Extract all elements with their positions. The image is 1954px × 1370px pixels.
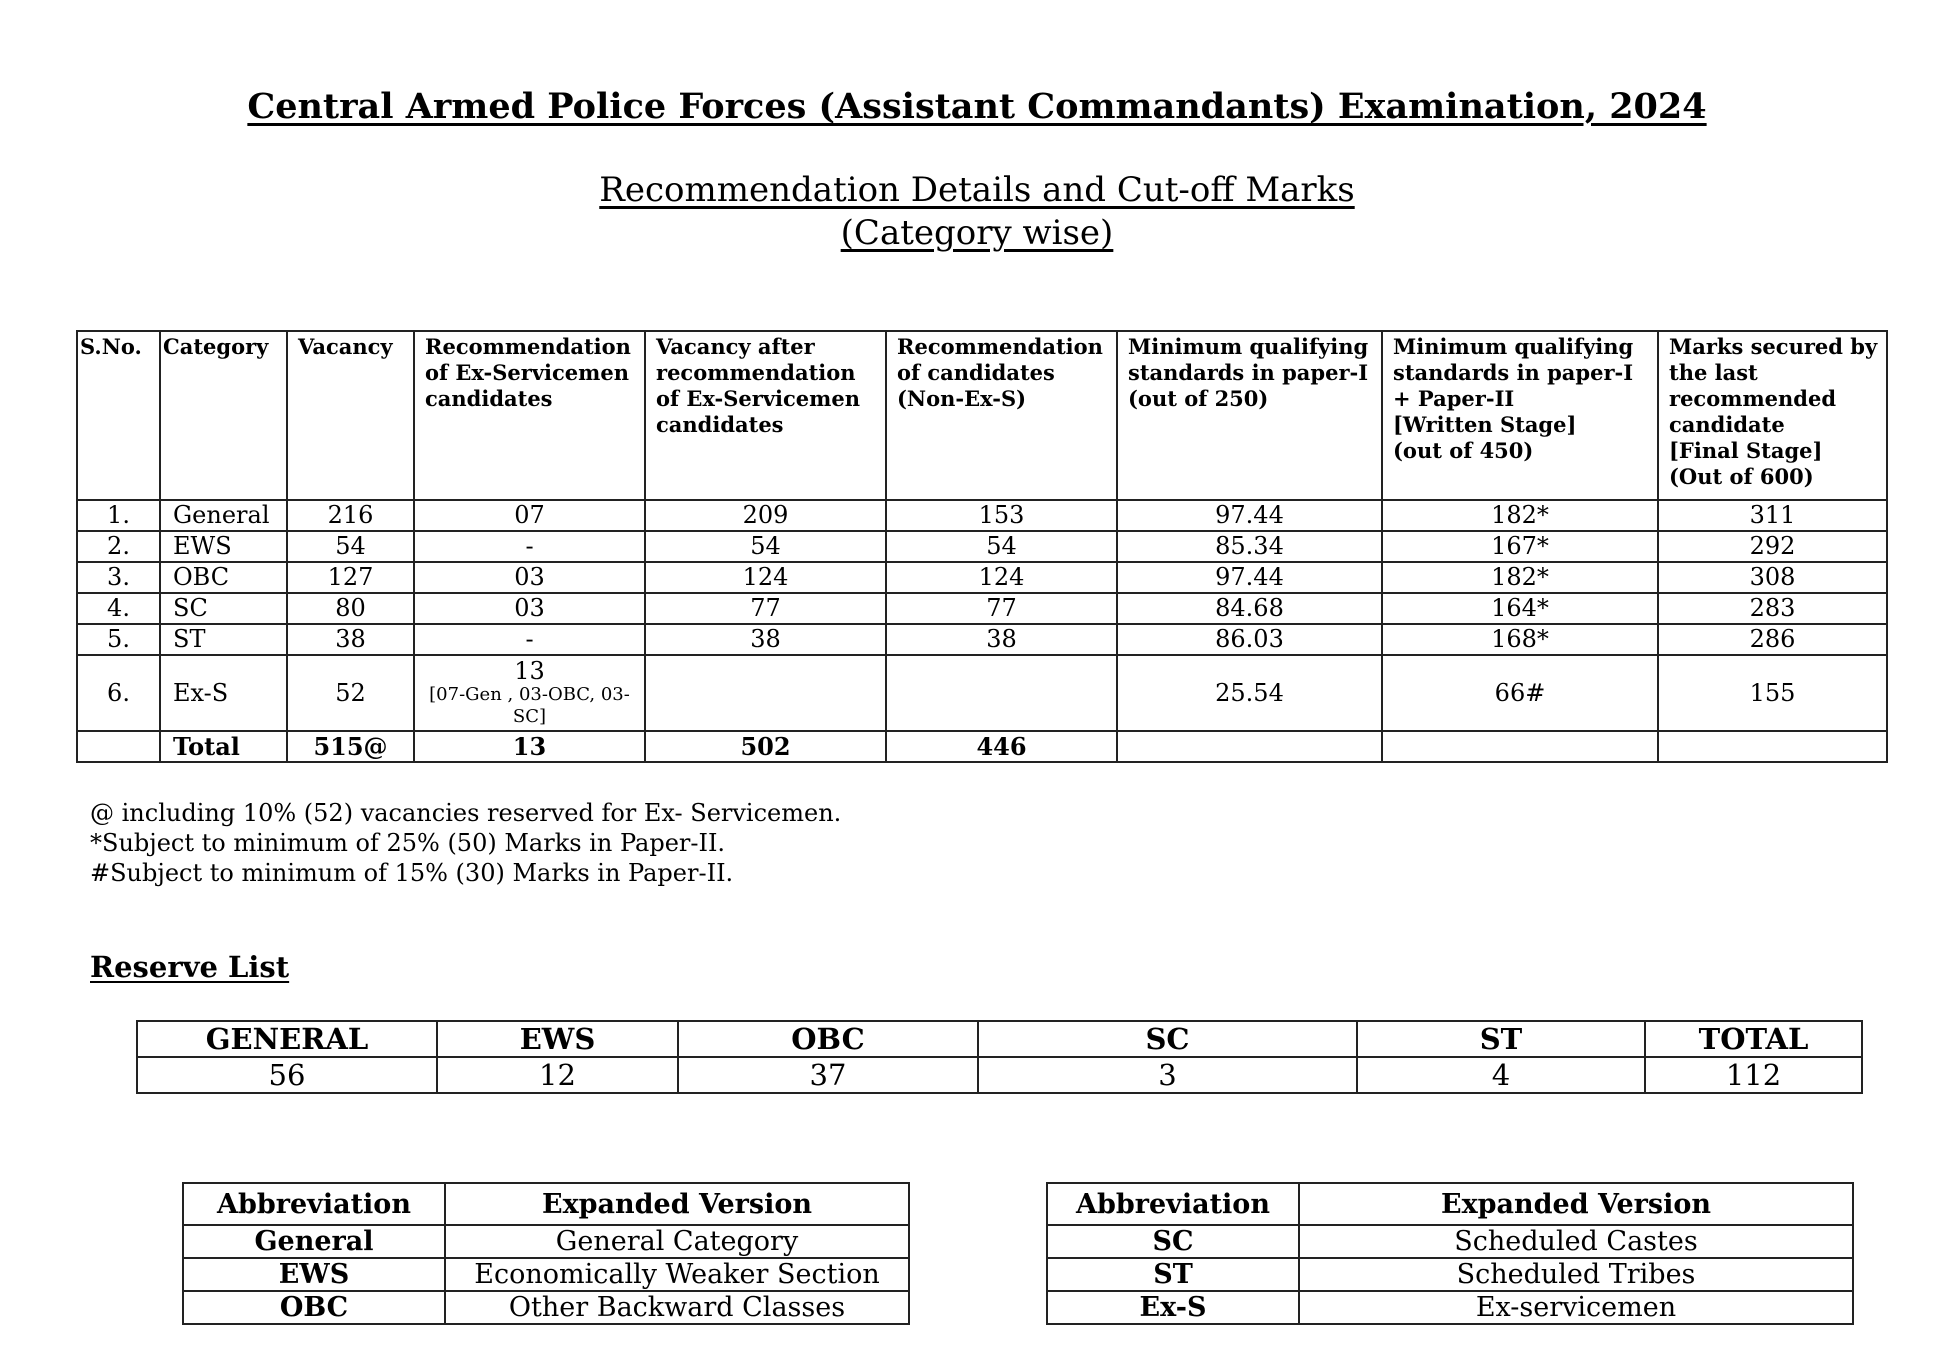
abbr-row [1047, 1225, 1853, 1258]
abbr-code: SC [1047, 1225, 1299, 1258]
cell-final: 286 [1658, 624, 1887, 655]
cell-written: 164* [1382, 593, 1658, 624]
cell-sno [77, 731, 160, 762]
reserve-header-row [137, 1021, 1862, 1057]
cell-category: EWS [160, 531, 287, 562]
cell-non-exs: 77 [886, 593, 1117, 624]
cell-final: 292 [1658, 531, 1887, 562]
abbr-row [1047, 1258, 1853, 1291]
table-total-row [77, 731, 1887, 762]
total-label: Total [160, 731, 287, 762]
total-vacancy-after: 502 [645, 731, 886, 762]
footnote: @ including 10% (52) vacancies reserved for Ex- Servicemen. [90, 799, 842, 827]
footnote: #Subject to minimum of 15% (30) Marks in Paper-II. [90, 859, 734, 887]
cell-category: ST [160, 624, 287, 655]
cell-vacancy-after: 209 [645, 500, 886, 531]
header-category: Category [160, 331, 287, 500]
abbr-code: EWS [183, 1258, 445, 1291]
cell-written: 167* [1382, 531, 1658, 562]
table-row [77, 531, 1887, 562]
reserve-value: 37 [678, 1057, 978, 1093]
header-final-marks: Marks secured by the last recommended candidate [Final Stage] (Out of 600) [1658, 331, 1887, 500]
cell-category: OBC [160, 562, 287, 593]
cell-vacancy: 127 [287, 562, 414, 593]
abbr-expanded: Scheduled Castes [1299, 1225, 1853, 1258]
cell-written: 182* [1382, 562, 1658, 593]
cell-paper1: 97.44 [1117, 500, 1382, 531]
cell-exs [414, 655, 645, 731]
cell-exs: 03 [414, 593, 645, 624]
header-paper1-standard: Minimum qualifying standards in paper-I (out of 250) [1117, 331, 1382, 500]
recommendation-table [76, 330, 1888, 763]
cell-non-exs: 153 [886, 500, 1117, 531]
cell-vacancy: 80 [287, 593, 414, 624]
cell-vacancy: 38 [287, 624, 414, 655]
abbr-expanded: Other Backward Classes [445, 1291, 909, 1324]
abbr-row [1047, 1291, 1853, 1324]
reserve-value: 12 [437, 1057, 678, 1093]
cell-paper1: 25.54 [1117, 655, 1382, 731]
header-sno: S.No. [77, 331, 160, 500]
cell-paper1: 97.44 [1117, 562, 1382, 593]
abbr-code: OBC [183, 1291, 445, 1324]
cell-written: 66# [1382, 655, 1658, 731]
table-row-exs [77, 655, 1887, 731]
abbr-expanded: General Category [445, 1225, 909, 1258]
cell-category: Ex-S [160, 655, 287, 731]
cell-final [1658, 731, 1887, 762]
reserve-header: GENERAL [137, 1021, 437, 1057]
abbr-expanded: Economically Weaker Section [445, 1258, 909, 1291]
reserve-header: SC [978, 1021, 1357, 1057]
cell-vacancy-after: 124 [645, 562, 886, 593]
reserve-header: TOTAL [1645, 1021, 1862, 1057]
reserve-value-row [137, 1057, 1862, 1093]
cell-non-exs: 38 [886, 624, 1117, 655]
abbr-code: General [183, 1225, 445, 1258]
cell-written: 182* [1382, 500, 1658, 531]
abbr-row [183, 1258, 909, 1291]
reserve-value: 3 [978, 1057, 1357, 1093]
abbr-header: Expanded Version [445, 1183, 909, 1225]
abbreviation-table-left [182, 1182, 910, 1325]
cell-category: General [160, 500, 287, 531]
cell-written: 168* [1382, 624, 1658, 655]
cell-paper1 [1117, 731, 1382, 762]
cell-sno: 4. [77, 593, 160, 624]
subtitle-line-1: Recommendation Details and Cut-off Marks [599, 170, 1355, 210]
reserve-header: EWS [437, 1021, 678, 1057]
cell-sno: 6. [77, 655, 160, 731]
abbreviation-table-right [1046, 1182, 1854, 1325]
exs-count: 13 [514, 657, 545, 685]
cell-vacancy-after: 54 [645, 531, 886, 562]
cell-final: 155 [1658, 655, 1887, 731]
cell-category: SC [160, 593, 287, 624]
total-exs: 13 [414, 731, 645, 762]
cell-paper1: 84.68 [1117, 593, 1382, 624]
abbr-header: Abbreviation [183, 1183, 445, 1225]
reserve-header: ST [1357, 1021, 1645, 1057]
reserve-header: OBC [678, 1021, 978, 1057]
cell-exs: 07 [414, 500, 645, 531]
total-non-exs: 446 [886, 731, 1117, 762]
header-vacancy: Vacancy [287, 331, 414, 500]
cell-exs: 03 [414, 562, 645, 593]
cell-non-exs: 54 [886, 531, 1117, 562]
cell-vacancy: 54 [287, 531, 414, 562]
page-title [0, 86, 1954, 127]
abbr-expanded: Scheduled Tribes [1299, 1258, 1853, 1291]
cell-vacancy-after: 38 [645, 624, 886, 655]
abbr-header: Abbreviation [1047, 1183, 1299, 1225]
footnote: *Subject to minimum of 25% (50) Marks in Paper-II. [90, 829, 726, 857]
page-subtitle-2 [0, 213, 1954, 253]
cell-paper1: 86.03 [1117, 624, 1382, 655]
cell-paper1: 85.34 [1117, 531, 1382, 562]
table-row [77, 562, 1887, 593]
header-vacancy-after: Vacancy after recommendation of Ex-Servicemen candidates [645, 331, 886, 500]
header-written-standard: Minimum qualifying standards in paper-I + Paper-II [Written Stage] (out of 450) [1382, 331, 1658, 500]
abbr-code: ST [1047, 1258, 1299, 1291]
reserve-list-table [136, 1020, 1863, 1094]
abbr-row [183, 1225, 909, 1258]
cell-vacancy-after: 77 [645, 593, 886, 624]
cell-written [1382, 731, 1658, 762]
cell-vacancy: 216 [287, 500, 414, 531]
reserve-list-heading: Reserve List [90, 950, 290, 984]
abbr-expanded: Ex-servicemen [1299, 1291, 1853, 1324]
cell-final: 283 [1658, 593, 1887, 624]
cell-sno: 1. [77, 500, 160, 531]
total-vacancy: 515@ [287, 731, 414, 762]
abbr-code: Ex-S [1047, 1291, 1299, 1324]
footnotes [90, 798, 841, 888]
cell-final: 308 [1658, 562, 1887, 593]
cell-exs: - [414, 624, 645, 655]
table-header-row [77, 331, 1887, 500]
cell-vacancy-after [645, 655, 886, 731]
exs-breakdown: [07-Gen , 03-OBC, 03-SC] [429, 684, 630, 727]
cell-vacancy: 52 [287, 655, 414, 731]
subtitle-line-2: (Category wise) [840, 213, 1114, 253]
header-non-exs-recommendation: Recommendation of candidates (Non-Ex-S) [886, 331, 1117, 500]
cell-final: 311 [1658, 500, 1887, 531]
abbr-header-row [1047, 1183, 1853, 1225]
cell-sno: 5. [77, 624, 160, 655]
cell-non-exs [886, 655, 1117, 731]
page-title-text: Central Armed Police Forces (Assistant Commandants) Examination, 2024 [247, 86, 1707, 127]
cell-exs: - [414, 531, 645, 562]
page-subtitle [0, 170, 1954, 210]
cell-non-exs: 124 [886, 562, 1117, 593]
table-row [77, 593, 1887, 624]
reserve-value: 4 [1357, 1057, 1645, 1093]
cell-sno: 2. [77, 531, 160, 562]
abbr-header-row [183, 1183, 909, 1225]
cell-sno: 3. [77, 562, 160, 593]
abbr-row [183, 1291, 909, 1324]
header-exs-recommendation: Recommendation of Ex-Servicemen candidates [414, 331, 645, 500]
table-row [77, 624, 1887, 655]
reserve-value: 56 [137, 1057, 437, 1093]
table-row [77, 500, 1887, 531]
abbr-header: Expanded Version [1299, 1183, 1853, 1225]
reserve-value: 112 [1645, 1057, 1862, 1093]
